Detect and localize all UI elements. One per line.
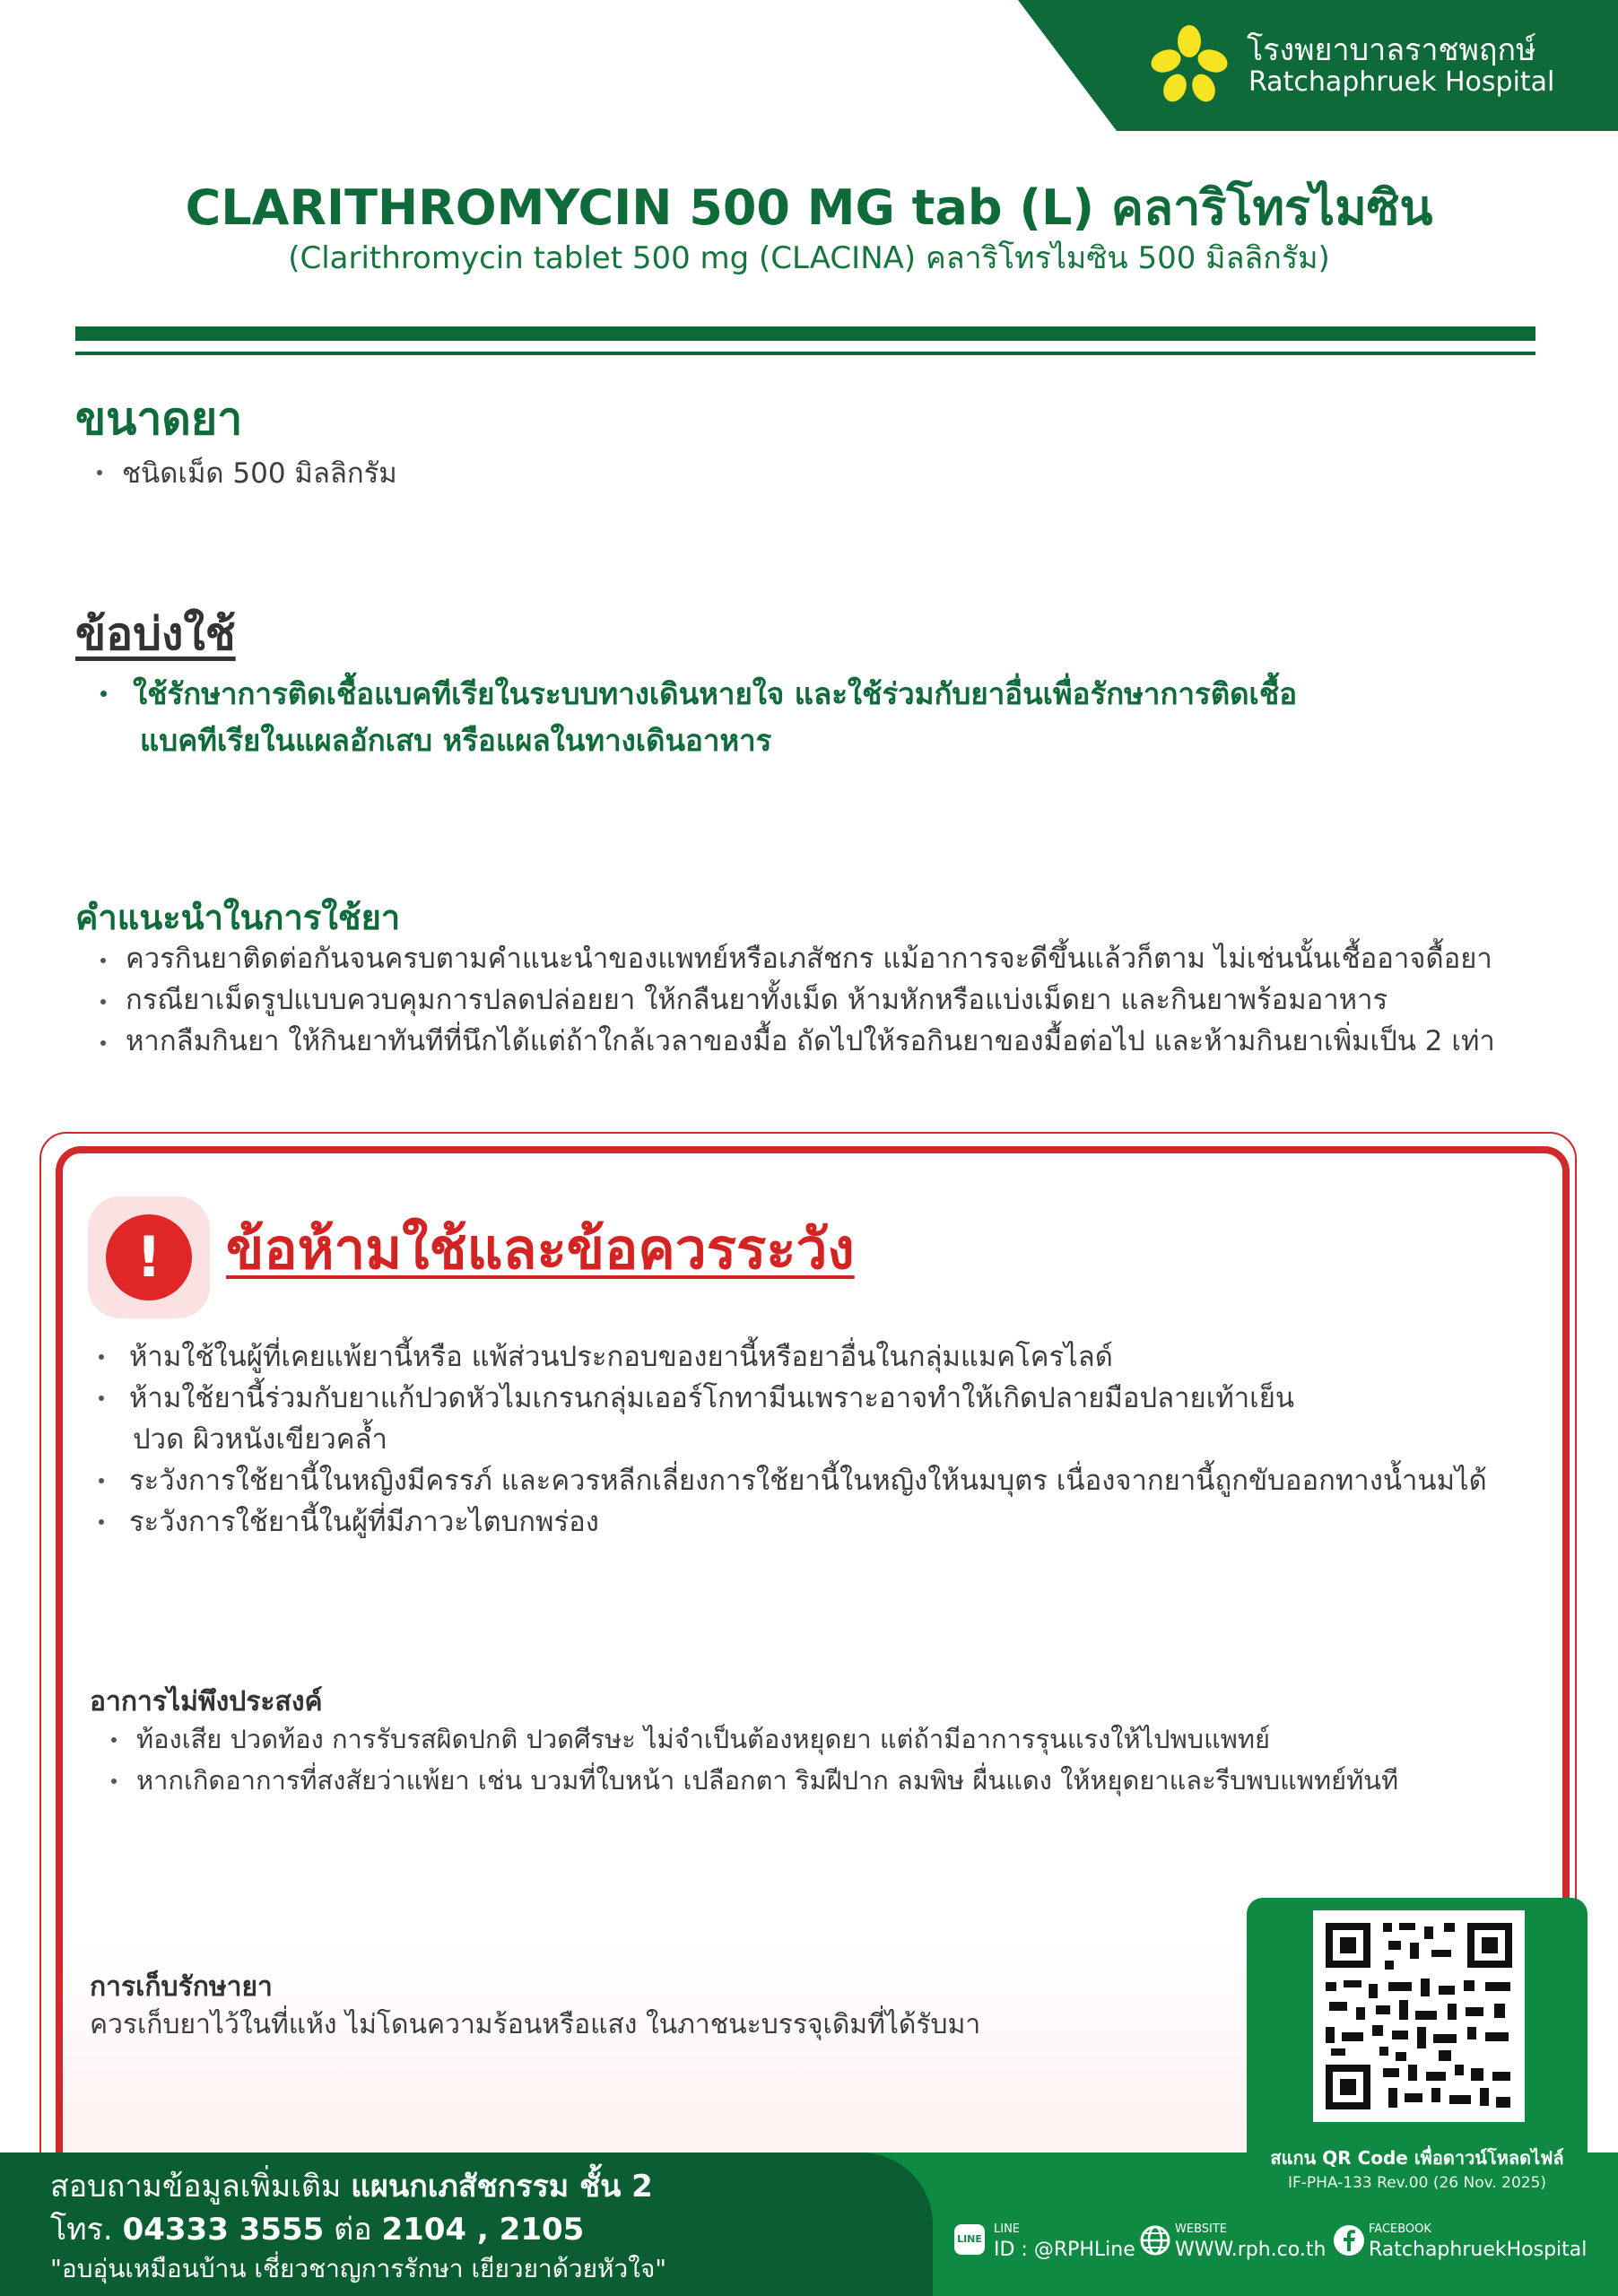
- bullet-dot: [99, 1519, 104, 1525]
- list-item: หากลืมกินยา ให้กินยาทันทีที่นึกได้แต่ถ้าใกล้เวลาของมื้อ ถัดไปให้รอกินยาของมื้อต่อไป และห้ามกินยาเพิ่มเป็น 2 เท่า: [93, 1021, 1495, 1062]
- side-effects-list: [104, 1718, 1398, 1801]
- drug-title: CLARITHROMYCIN 500 MG tab (L) คลาริโทรไมซิน: [185, 179, 1433, 236]
- drug-subtitle: (Clarithromycin tablet 500 mg (CLACINA) คลาริโทรไมซิน 500 มิลลิกรัม): [288, 240, 1330, 276]
- storage-text: ควรเก็บยาไว้ในที่แห้ง ไม่โดนความร้อนหรือแสง ในภาชนะบรรจุเดิมที่ได้รับมา: [90, 2009, 981, 2040]
- globe-icon[interactable]: [1139, 2224, 1171, 2257]
- storage-heading: การเก็บรักษายา: [90, 1971, 273, 2003]
- footer-tel-number: 04333 3555: [122, 2212, 325, 2248]
- list-item-continuation: ปวด ผิวหนังเขียวคล้ำ: [133, 1423, 387, 1456]
- warning-text: ห้ามใช้ในผู้ที่เคยแพ้ยานี้หรือ แพ้ส่วนประกอบของยานี้หรือยาอื่นในกลุ่มแมคโครไลด์: [129, 1341, 1113, 1373]
- bullet-dot: [99, 1354, 104, 1360]
- list-item: หากเกิดอาการที่สงสัยว่าแพ้ยา เช่น บวมที่ใบหน้า เปลือกตา ริมฝีปาก ลมพิษ ผื่นแดง ให้หยุดยาและรีบพบแพทย์ทันที: [104, 1760, 1398, 1801]
- bullet-dot: [99, 1396, 104, 1401]
- hospital-name-thai: โรงพยาบาลราชพฤกษ์: [1247, 32, 1536, 68]
- bullet-dot: [99, 1478, 104, 1483]
- footer-info-line: [50, 2161, 653, 2210]
- dosage-heading: ขนาดยา: [75, 393, 243, 445]
- title-divider-thin: [75, 352, 1535, 355]
- footer-slogan: "อบอุ่นเหมือนบ้าน เชี่ยวชาญการรักษา เยียวยาด้วยหัวใจ": [50, 2254, 667, 2283]
- qr-caption: สแกน QR Code เพื่อดาวน์โหลดไฟล์: [1270, 2147, 1564, 2169]
- indication-text: ใช้รักษาการติดเชื้อแบคทีเรียในระบบทางเดินหายใจ และใช้ร่วมกับยาอื่นเพื่อรักษาการติดเชื้อ: [133, 676, 1298, 711]
- hospital-flower-logo-icon: [1146, 22, 1232, 108]
- indication-list: [90, 671, 1297, 764]
- footer-tel-prefix: โทร.: [50, 2212, 123, 2248]
- footer-phone-line: [50, 2205, 584, 2253]
- warning-text: ห้ามใช้ยานี้ร่วมกับยาแก้ปวดหัวไมเกรนกลุ่มเออร์โกทามีนเพราะอาจทำให้เกิดปลายมือปลายเท้าเย็น: [129, 1382, 1295, 1414]
- qr-code-frame: [1313, 1910, 1525, 2122]
- list-item: [90, 671, 1297, 718]
- warning-heading: ข้อห้ามใช้และข้อควรระวัง: [226, 1216, 855, 1282]
- document-code: IF-PHA-133 Rev.00 (26 Nov. 2025): [1287, 2174, 1547, 2192]
- list-item: ควรกินยาติดต่อกันจนครบตามคำแนะนำของแพทย์หรือเภสัชกร แม้อาการจะดีขึ้นแล้วก็ตาม ไม่เช่นนั้นเชื้ออาจดื้อยา: [93, 938, 1495, 979]
- list-item: [90, 1501, 1487, 1543]
- facebook-label: FACEBOOK: [1369, 2222, 1431, 2236]
- side-effects-heading: อาการไม่พึงประสงค์: [90, 1686, 323, 1718]
- footer-tel-ext-word: ต่อ: [324, 2212, 382, 2248]
- footer-tel-ext: 2104 , 2105: [381, 2212, 585, 2248]
- list-item: กรณียาเม็ดรูปแบบควบคุมการปลดปล่อยยา ให้กลืนยาทั้งเม็ด ห้ามหักหรือแบ่งเม็ดยา และกินยาพร้อมอาหาร: [93, 979, 1495, 1021]
- warning-text: ระวังการใช้ยานี้ในหญิงมีครรภ์ และควรหลีกเลี่ยงการใช้ยานี้ในหญิงให้นมบุตร เนื่องจากยานี้ถูกขับออกทางน้ำนมได้: [129, 1465, 1487, 1497]
- list-item: [90, 1336, 1487, 1378]
- alert-exclamation-icon: !: [106, 1214, 192, 1300]
- facebook-icon[interactable]: [1333, 2224, 1365, 2257]
- list-item: [90, 1460, 1487, 1501]
- footer-info-department: แผนกเภสัชกรรม ชั้น 2: [351, 2169, 653, 2205]
- dosage-list: [90, 450, 397, 495]
- website-label: WEBSITE: [1175, 2222, 1227, 2236]
- usage-heading: คำแนะนำในการใช้ยา: [75, 898, 401, 937]
- list-item: ชนิดเม็ด 500 มิลลิกรัม: [90, 450, 397, 495]
- title-divider-thick: [75, 326, 1535, 341]
- hospital-name-english: Ratchaphruek Hospital: [1248, 66, 1555, 98]
- footer-info-prefix: สอบถามข้อมูลเพิ่มเติม: [50, 2169, 352, 2205]
- bullet-dot: [100, 691, 107, 697]
- line-id-link[interactable]: ID : @RPHLine: [994, 2239, 1135, 2261]
- list-item: [90, 1378, 1487, 1419]
- warning-text: ระวังการใช้ยานี้ในผู้ที่มีภาวะไตบกพร่อง: [129, 1506, 599, 1538]
- list-item: แบคทีเรียในแผลอักเสบ หรือแผลในทางเดินอาหาร: [140, 723, 772, 758]
- website-link[interactable]: WWW.rph.co.th: [1175, 2239, 1327, 2261]
- list-item: ท้องเสีย ปวดท้อง การรับรสผิดปกติ ปวดศีรษะ ไม่จำเป็นต้องหยุดยา แต่ถ้ามีอาการรุนแรงให้ไปพบแพทย์: [104, 1718, 1398, 1760]
- line-icon[interactable]: LINE: [954, 2224, 985, 2255]
- warning-list: [90, 1336, 1487, 1543]
- line-label: LINE: [994, 2222, 1021, 2236]
- indication-heading: ข้อบ่งใช้: [75, 608, 236, 660]
- usage-list: [93, 938, 1495, 1062]
- facebook-link[interactable]: RatchaphruekHospital: [1369, 2239, 1588, 2261]
- qr-code-icon[interactable]: [1313, 1910, 1525, 2122]
